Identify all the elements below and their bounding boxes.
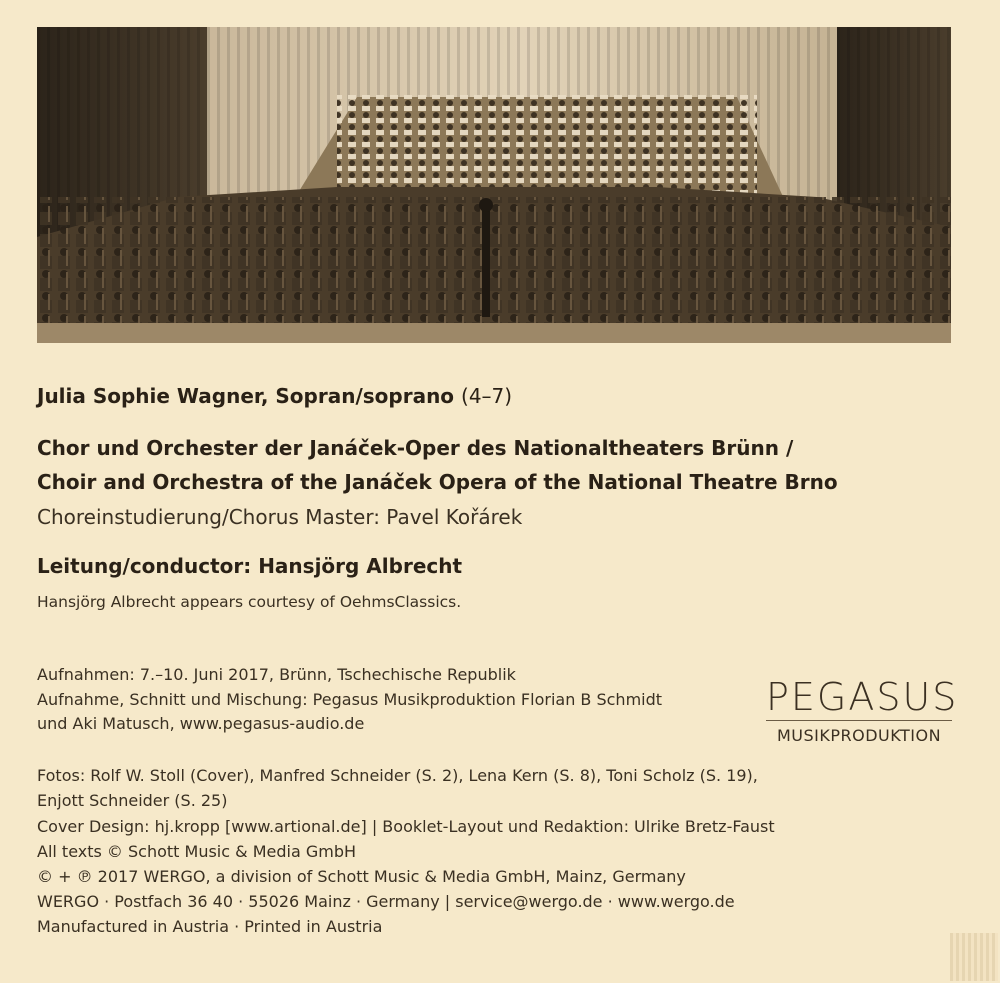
photo-credits-2: Enjott Schneider (S. 25) [37,791,228,810]
logo-main-text: PEGASUS [766,675,959,719]
photo-credits-1: Fotos: Rolf W. Stoll (Cover), Manfred Schneider (S. 2), Lena Kern (S. 8), Toni Scholz (S. 19), [37,766,758,785]
label-address: WERGO · Postfach 36 40 · 55026 Mainz · Germany | service@wergo.de · www.wergo.de [37,892,735,911]
soloist-tracks: (4–7) [461,384,513,408]
pegasus-logo [766,675,959,746]
recording-info: Aufnahmen: 7.–10. Juni 2017, Brünn, Tschechische Republik [37,665,516,684]
orchestra-photo-icon [37,27,951,343]
conductor: Leitung/conductor: Hansjörg Albrecht [37,554,463,578]
label-copyright: © + ℗ 2017 WERGO, a division of Schott Music & Media GmbH, Mainz, Germany [37,867,686,886]
courtesy-note: Hansjörg Albrecht appears courtesy of OehmsClassics. [37,593,462,611]
design-credits: Cover Design: hj.kropp [www.artional.de] | Booklet-Layout und Redaktion: Ulrike Bretz-Faust [37,817,775,836]
engineering-line-2: und Aki Matusch, www.pegasus-audio.de [37,714,365,733]
orchestra-photo [37,27,951,343]
soloist-line [37,384,512,408]
engineering-line-1: Aufnahme, Schnitt und Mischung: Pegasus Musikproduktion Florian B Schmidt [37,690,663,709]
soloist-name: Julia Sophie Wagner, Sopran/soprano [37,384,455,408]
ensemble-german: Chor und Orchester der Janáček-Oper des Nationaltheaters Brünn / [37,436,794,460]
texts-copyright: All texts © Schott Music & Media GmbH [37,842,357,861]
chorus-master: Choreinstudierung/Chorus Master: Pavel Kořárek [37,505,523,529]
logo-divider [766,720,952,721]
logo-sub-text: MUSIKPRODUKTION [776,726,942,745]
ensemble-english: Choir and Orchestra of the Janáček Opera of the National Theatre Brno [37,470,838,494]
corner-texture [950,933,998,981]
manufactured-note: Manufactured in Austria · Printed in Austria [37,917,383,936]
